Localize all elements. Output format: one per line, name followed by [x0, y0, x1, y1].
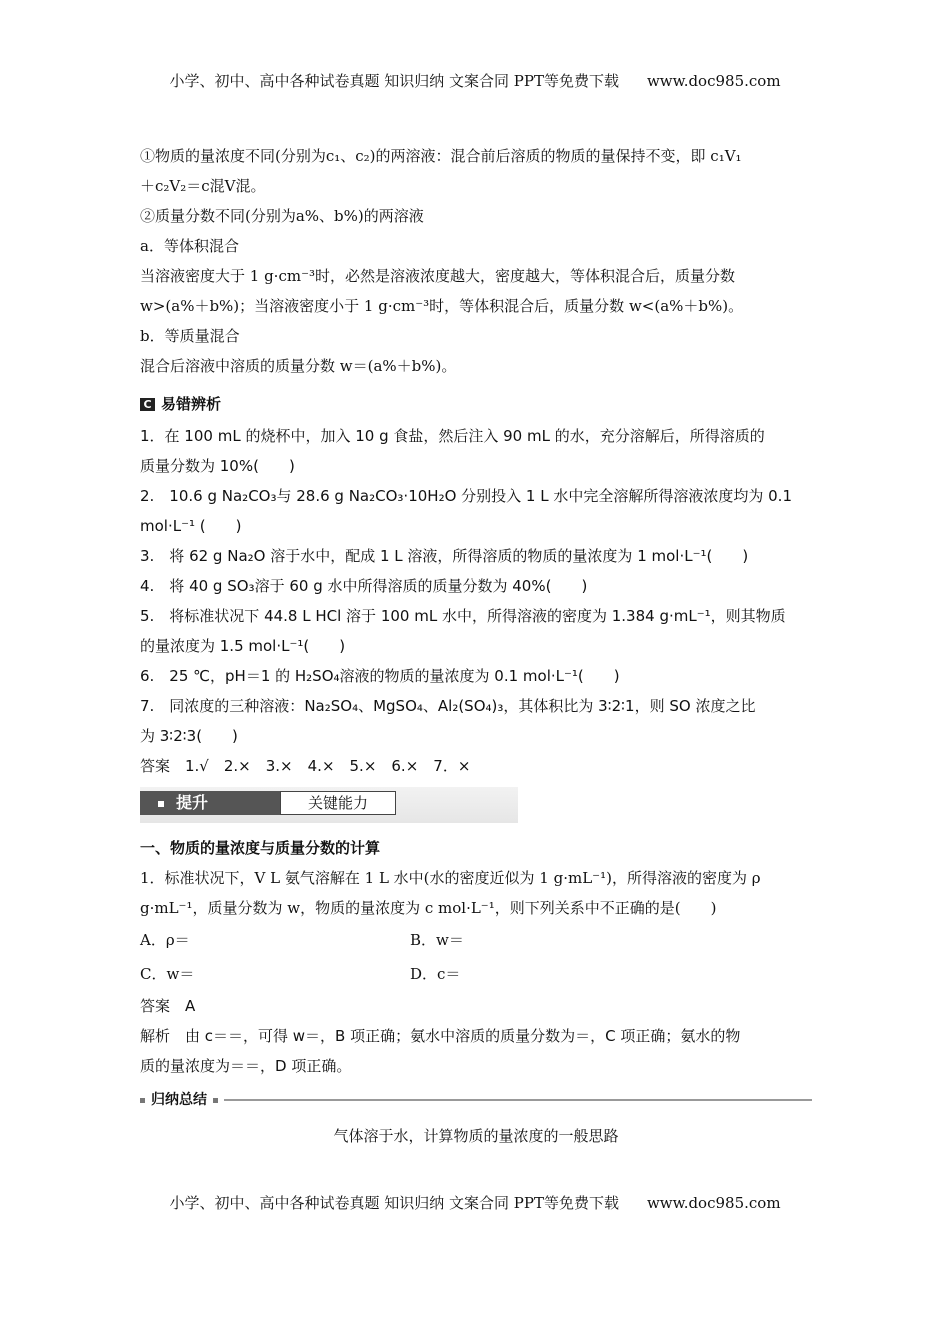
square-icon — [213, 1098, 218, 1103]
options-row-1 — [140, 923, 812, 957]
mix-para-1a: ①物质的量浓度不同(分别为c₁、c₂)的两溶液：混合前后溶质的物质的量保持不变，即 c₁V₁ — [140, 147, 742, 165]
analysis-line-1: 解析 由 c＝＝，可得 w＝，B 项正确；氨水中溶质的质量分数为＝，C 项正确；氨水的物 — [140, 1027, 741, 1045]
section-c-icon: C — [140, 398, 155, 411]
question-1b: g·mL⁻¹，质量分数为 w，物质的量浓度为 c mol·L⁻¹，则下列关系中不正确的是( ) — [140, 899, 717, 917]
divider-rule — [224, 1099, 812, 1101]
options-row-2 — [140, 957, 812, 991]
footer-text: 小学、初中、高中各种试卷真题 知识归纳 文案合同 PPT等免费下载 — [169, 1194, 619, 1212]
answer-1: 答案 A — [140, 997, 196, 1015]
banner-light-label: 关键能力 — [280, 791, 396, 815]
summary-title: 气体溶于水，计算物质的量浓度的一般思路 — [333, 1127, 619, 1145]
summary-divider — [140, 1085, 812, 1115]
section1-title: 一、物质的量浓度与质量分数的计算 — [140, 839, 381, 857]
errors-title: 易错辨析 — [161, 395, 222, 413]
error-line: 2. 10.6 g Na₂CO₃与 28.6 g Na₂CO₃·10H₂O 分别投入 1 L 水中完全溶解所得溶液浓度均为 0.1 — [140, 487, 792, 505]
error-line: 4. 将 40 g SO₃溶于 60 g 水中所得溶质的质量分数为 40%( ) — [140, 577, 588, 595]
summary-label: 归纳总结 — [151, 1092, 207, 1108]
error-line: mol·L⁻¹ ( ) — [140, 517, 242, 535]
mix-a-title: a．等体积混合 — [140, 237, 239, 255]
option-a: A．ρ＝ — [140, 931, 190, 949]
header-text: 小学、初中、高中各种试卷真题 知识归纳 文案合同 PPT等免费下载 — [169, 72, 619, 90]
error-line: 7. 同浓度的三种溶液：Na₂SO₄、MgSO₄、Al₂(SO₄)₃，其体积比为 3∶2∶1，则 SO 浓度之比 — [140, 697, 756, 715]
mix-b-title: b．等质量混合 — [140, 327, 240, 345]
mix-para-1b: ＋c₂V₂＝c混V混。 — [140, 177, 266, 195]
footer-url: www.doc985.com — [646, 1194, 781, 1212]
error-line: 6. 25 ℃，pH＝1 的 H₂SO₄溶液的物质的量浓度为 0.1 mol·L⁻¹( ) — [140, 667, 620, 685]
error-line: 的量浓度为 1.5 mol·L⁻¹( ) — [140, 637, 346, 655]
error-line: 3. 将 62 g Na₂O 溶于水中，配成 1 L 溶液，所得溶质的物质的量浓度为 1 mol·L⁻¹( ) — [140, 547, 749, 565]
banner-dark-tab — [140, 791, 280, 815]
question-1a: 1．标准状况下，V L 氨气溶解在 1 L 水中(水的密度近似为 1 g·mL⁻¹)，所得溶液的密度为 ρ — [140, 869, 761, 887]
mix-b-text: 混合后溶液中溶质的质量分数 w＝(a%＋b%)。 — [140, 357, 457, 375]
error-line: 5. 将标准状况下 44.8 L HCl 溶于 100 mL 水中，所得溶液的密度为 1.384 g·mL⁻¹，则其物质 — [140, 607, 786, 625]
mix-para-2: ②质量分数不同(分别为a%、b%)的两溶液 — [140, 207, 424, 225]
analysis-line-2: 质的量浓度为＝＝，D 项正确。 — [140, 1057, 352, 1075]
page-header — [0, 70, 950, 91]
error-line: 质量分数为 10%( ) — [140, 457, 295, 475]
banner-dark-label: 提升 — [176, 793, 209, 812]
section-banner — [140, 787, 518, 823]
error-line: 1．在 100 mL 的烧杯中，加入 10 g 食盐，然后注入 90 mL 的水，充分溶解后，所得溶质的 — [140, 427, 765, 445]
square-icon — [158, 801, 164, 807]
page-footer — [0, 1192, 950, 1213]
option-d: D．c＝ — [410, 965, 461, 983]
mix-a-text-1: 当溶液密度大于 1 g·cm⁻³时，必然是溶液浓度越大，密度越大，等体积混合后，质量分数 — [140, 267, 736, 285]
header-url: www.doc985.com — [646, 72, 781, 90]
errors-heading — [140, 389, 812, 419]
error-line: 为 3∶2∶3( ) — [140, 727, 238, 745]
main-content — [140, 141, 812, 1151]
errors-answer: 答案 1.√ 2.× 3.× 4.× 5.× 6.× 7．× — [140, 757, 471, 775]
option-b: B．w＝ — [410, 931, 464, 949]
option-c: C．w＝ — [140, 965, 195, 983]
square-icon — [140, 1098, 145, 1103]
mix-a-text-2: w>(a%＋b%)；当溶液密度小于 1 g·cm⁻³时，等体积混合后，质量分数 w<(a%＋b%)。 — [140, 297, 744, 315]
